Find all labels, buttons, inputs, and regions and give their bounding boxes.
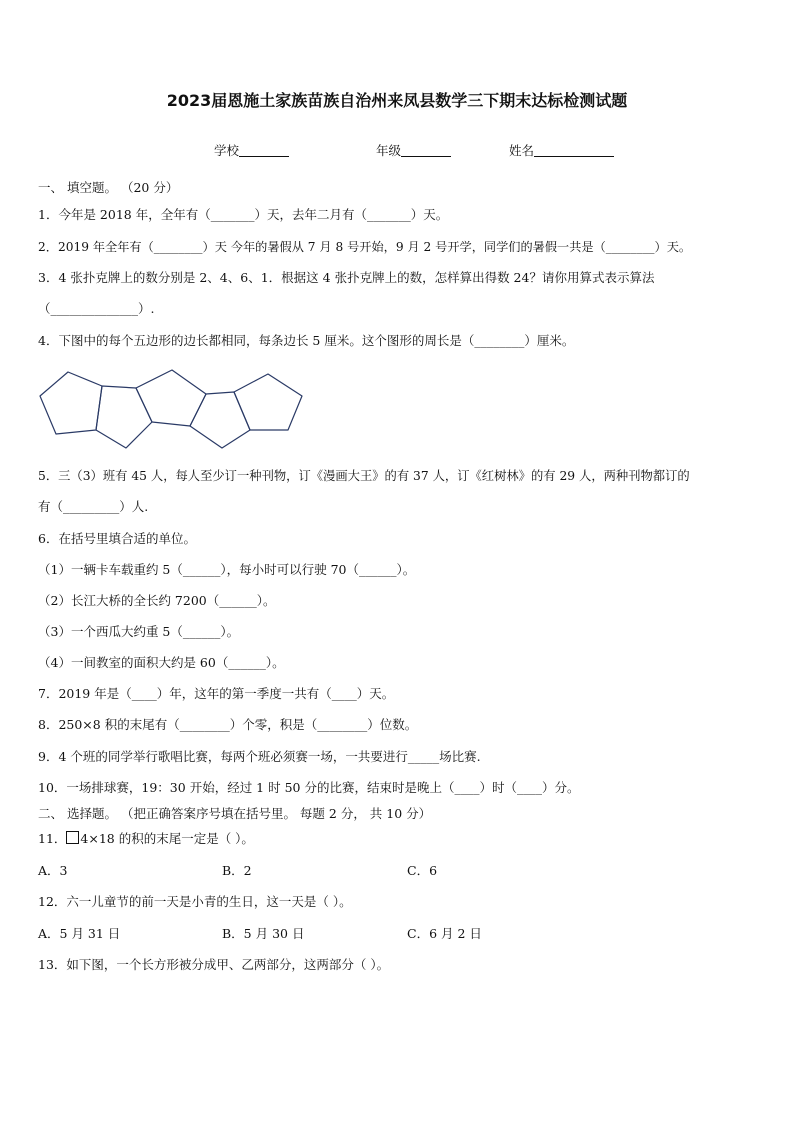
question-13: 13．如下图，一个长方形被分成甲、乙两部分，这两部分（ ）。 xyxy=(38,957,390,972)
name-field xyxy=(509,141,614,159)
school-label: 学校 xyxy=(214,143,240,158)
pentagon-5 xyxy=(234,374,302,430)
question-1: 1．今年是 2018 年，全年有（_______）天，去年二月有（_______）天。 xyxy=(38,207,449,222)
grade-label: 年级 xyxy=(376,143,402,158)
name-label: 姓名 xyxy=(509,143,535,158)
question-12-option-a[interactable]: A．5 月 31 日 xyxy=(38,926,121,941)
pentagon-3 xyxy=(136,370,206,426)
question-11-option-a[interactable]: A．3 xyxy=(38,863,68,878)
page-title: 2023届恩施土家族苗族自治州来凤县数学三下期末达标检测试题 xyxy=(166,91,628,110)
grade-field xyxy=(376,141,451,159)
question-11-option-c[interactable]: C．6 xyxy=(407,863,438,878)
question-4: 4．下图中的每个五边形的边长都相同，每条边长 5 厘米。这个图形的周长是（________）厘米。 xyxy=(38,333,575,348)
blank-box-icon xyxy=(66,831,79,844)
question-7: 7．2019 年是（____）年，这年的第一季度一共有（____）天。 xyxy=(38,686,395,701)
question-3: 3．4 张扑克牌上的数分别是 2、4、6、1．根据这 4 张扑克牌上的数，怎样算出得数 24？请你用算式表示算法 xyxy=(38,270,655,285)
question-12-option-c[interactable]: C．6 月 2 日 xyxy=(407,926,482,941)
question-10: 10．一场排球赛，19：30 开始，经过 1 时 50 分的比赛，结束时是晚上（____）时（____）分。 xyxy=(38,780,580,795)
question-6: 6．在括号里填合适的单位。 xyxy=(38,531,196,546)
question-9: 9．4 个班的同学举行歌唱比赛，每两个班必须赛一场，一共要进行_____场比赛. xyxy=(38,749,481,764)
question-6-part-2: （2）长江大桥的全长约 7200（______）。 xyxy=(38,593,276,608)
section-2-heading: 二、 选择题。 （把正确答案序号填在括号里。 每题 2 分， 共 10 分） xyxy=(38,806,432,821)
question-8: 8．250×8 积的末尾有（________）个零，积是（________）位数。 xyxy=(38,717,418,732)
question-11: 11． 4×18 的积的末尾一定是（ ）。 xyxy=(38,831,254,846)
school-blank[interactable] xyxy=(239,144,289,157)
question-12-option-b[interactable]: B．5 月 30 日 xyxy=(222,926,305,941)
question-2: 2．2019 年全年有（________）天 今年的暑假从 7 月 8 号开始，9 月 2 号开学，同学们的暑假一共是（________）天。 xyxy=(38,240,692,254)
pentagon-2 xyxy=(96,386,152,448)
question-11-option-b[interactable]: B．2 xyxy=(222,863,252,878)
question-3-answer: （______________）. xyxy=(38,301,155,316)
question-6-part-4: （4）一间教室的面积大约是 60（______）。 xyxy=(38,655,285,670)
question-12: 12．六一儿童节的前一天是小青的生日，这一天是（ ）。 xyxy=(38,894,352,909)
question-11-text: 4×18 的积的末尾一定是（ ）。 xyxy=(80,831,254,846)
question-6-part-3: （3）一个西瓜大约重 5（______）。 xyxy=(38,624,240,639)
name-blank[interactable] xyxy=(534,144,614,157)
grade-blank[interactable] xyxy=(401,144,451,157)
question-6-part-1: （1）一辆卡车载重约 5（______），每小时可以行驶 70（______）。 xyxy=(38,562,416,577)
question-5: 5．三（3）班有 45 人，每人至少订一种刊物，订《漫画大王》的有 37 人，订《红树林》的有 29 人，两种刊物都订的 xyxy=(38,469,690,483)
section-1-heading: 一、 填空题。 （20 分） xyxy=(38,180,179,195)
pentagon-1 xyxy=(40,372,102,434)
pentagon-figure xyxy=(38,368,306,452)
question-5-answer: 有（_________）人. xyxy=(38,499,149,514)
school-field xyxy=(214,141,289,159)
pentagon-4 xyxy=(190,392,250,448)
